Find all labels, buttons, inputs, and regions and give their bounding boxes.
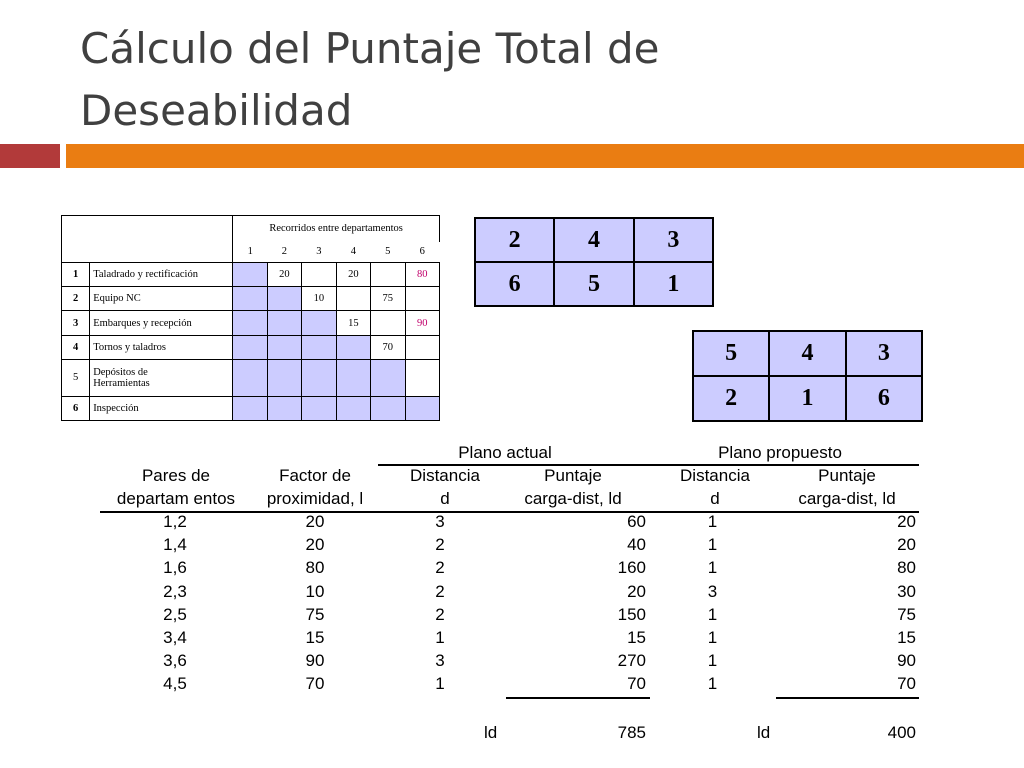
distance-propuesto-cell: 1 bbox=[707, 535, 718, 555]
flow-cell bbox=[233, 311, 267, 335]
flow-row-name bbox=[90, 335, 233, 359]
flow-row-number: 6 bbox=[62, 396, 90, 420]
flow-row bbox=[62, 311, 440, 335]
proposed-layout-cell: 1 bbox=[769, 376, 845, 421]
flow-cell: 75 bbox=[371, 287, 405, 311]
header-puntaje-propuesto-1: Puntaje bbox=[818, 466, 876, 485]
flow-col-header: 2 bbox=[267, 242, 301, 262]
flow-row bbox=[62, 396, 440, 420]
distance-actual-cell: 2 bbox=[435, 581, 445, 601]
flow-cell bbox=[336, 335, 370, 359]
proposed-layout-cell: 5 bbox=[693, 331, 769, 376]
distance-propuesto-cell: 3 bbox=[707, 581, 718, 601]
score-propuesto-cell: 20 bbox=[897, 512, 916, 531]
pair-cell: 1,4 bbox=[163, 535, 187, 555]
current-layout-cell: 3 bbox=[634, 218, 713, 262]
flow-cell bbox=[267, 396, 301, 420]
slide-title-line-2: Deseabilidad bbox=[80, 86, 353, 135]
accent-bar-red bbox=[0, 144, 60, 168]
flow-row bbox=[62, 287, 440, 311]
flow-cell bbox=[405, 287, 440, 311]
flow-row bbox=[62, 335, 440, 359]
flow-cell: 10 bbox=[302, 287, 336, 311]
distance-actual-cell: 2 bbox=[435, 558, 445, 578]
factor-cell: 15 bbox=[305, 628, 325, 647]
score-actual-cell: 270 bbox=[617, 651, 646, 671]
score-propuesto-cell: 80 bbox=[897, 558, 916, 578]
flow-row-name-text: Taladrado y rectificación bbox=[93, 268, 198, 280]
flow-cell: 80 bbox=[405, 262, 440, 286]
flow-cell bbox=[267, 360, 301, 397]
flow-cell bbox=[267, 287, 301, 311]
distance-propuesto-cell: 1 bbox=[707, 674, 718, 694]
distance-actual-cell: 1 bbox=[435, 674, 445, 694]
factor-cell: 90 bbox=[305, 651, 325, 671]
current-layout-cell: 1 bbox=[634, 262, 713, 306]
flow-matrix-table bbox=[61, 215, 440, 421]
distance-actual-cell: 2 bbox=[435, 604, 445, 624]
factor-cell: 80 bbox=[305, 558, 325, 578]
flow-cell bbox=[336, 360, 370, 397]
distance-propuesto-cell: 1 bbox=[707, 651, 718, 671]
flow-cell bbox=[302, 360, 336, 397]
proposed-layout-grid bbox=[692, 330, 923, 422]
flow-row-name-text: Equipo NC bbox=[93, 293, 141, 305]
current-layout-cell: 2 bbox=[475, 218, 554, 262]
header-puntaje-propuesto-2: carga-dist, ld bbox=[798, 489, 896, 508]
score-actual-cell: 15 bbox=[627, 628, 646, 647]
flow-corner-name bbox=[90, 216, 233, 263]
total-rule-propuesto bbox=[776, 697, 919, 699]
pair-cell: 1,2 bbox=[163, 512, 187, 531]
distance-actual-cell: 3 bbox=[435, 512, 445, 531]
header-factor-2: proximidad, l bbox=[266, 489, 364, 508]
header-dist-actual-1: Distancia bbox=[410, 466, 480, 485]
flow-row-name bbox=[90, 311, 233, 335]
flow-cell bbox=[405, 335, 440, 359]
pair-cell: 3,6 bbox=[163, 651, 187, 671]
proposed-layout-row bbox=[693, 376, 922, 421]
flow-row-name bbox=[90, 360, 233, 397]
header-pares-1: Pares de bbox=[141, 466, 211, 485]
flow-cell: 20 bbox=[336, 262, 370, 286]
flow-cell bbox=[336, 287, 370, 311]
flow-row-number: 5 bbox=[62, 360, 90, 397]
factor-cell: 75 bbox=[305, 604, 325, 624]
flow-body bbox=[62, 262, 440, 420]
total-label-actual: ld bbox=[484, 723, 498, 742]
flow-cell bbox=[371, 360, 405, 397]
factor-cell: 10 bbox=[305, 581, 325, 601]
distance-propuesto-cell: 1 bbox=[707, 558, 718, 578]
flow-row-name-text: Tornos y taladros bbox=[93, 341, 166, 353]
header-pares-2: departam entos bbox=[116, 489, 236, 508]
flow-cell bbox=[302, 262, 336, 286]
flow-row-name bbox=[90, 396, 233, 420]
flow-cell bbox=[302, 311, 336, 335]
current-layout-cell: 6 bbox=[475, 262, 554, 306]
distance-actual-cell: 1 bbox=[435, 628, 445, 647]
flow-cell bbox=[371, 311, 405, 335]
pair-cell: 3,4 bbox=[163, 628, 187, 647]
flow-row-name bbox=[90, 287, 233, 311]
score-propuesto-cell: 90 bbox=[897, 651, 916, 671]
header-dist-actual-2: d bbox=[440, 489, 450, 508]
distance-propuesto-cell: 1 bbox=[707, 604, 718, 624]
distance-actual-cell: 2 bbox=[435, 535, 445, 555]
pair-cell: 4,5 bbox=[163, 674, 187, 694]
proposed-layout-cell: 3 bbox=[846, 331, 922, 376]
current-layout-cell: 4 bbox=[554, 218, 633, 262]
flow-cell bbox=[233, 335, 267, 359]
header-puntaje-actual-2: carga-dist, ld bbox=[524, 489, 622, 508]
total-label-propuesto: ld bbox=[757, 723, 771, 742]
score-propuesto-cell: 70 bbox=[897, 674, 916, 694]
header-dist-propuesto-1: Distancia bbox=[680, 466, 750, 485]
proposed-layout-row bbox=[693, 331, 922, 376]
plano-propuesto-header: Plano propuesto bbox=[718, 443, 842, 462]
score-actual-cell: 60 bbox=[627, 512, 646, 531]
distance-actual-cell: 3 bbox=[435, 651, 445, 671]
flow-col-header: 4 bbox=[336, 242, 370, 262]
flow-col-header: 1 bbox=[233, 242, 267, 262]
total-propuesto: 400 bbox=[887, 723, 916, 742]
proposed-layout-cell: 4 bbox=[769, 331, 845, 376]
header-factor-1: Factor de bbox=[279, 466, 351, 485]
header-puntaje-actual-1: Puntaje bbox=[544, 466, 602, 485]
score-actual-cell: 70 bbox=[627, 674, 646, 694]
plano-actual-header: Plano actual bbox=[458, 443, 552, 462]
flow-cell bbox=[233, 262, 267, 286]
current-layout-row bbox=[475, 262, 713, 306]
total-rule-actual bbox=[506, 697, 650, 699]
flow-row bbox=[62, 262, 440, 286]
slide-title bbox=[80, 18, 980, 142]
flow-cell: 90 bbox=[405, 311, 440, 335]
pair-cell: 1,6 bbox=[163, 558, 187, 578]
header-dist-propuesto-2: d bbox=[710, 489, 720, 508]
score-table bbox=[100, 440, 930, 750]
proposed-layout-cell: 6 bbox=[846, 376, 922, 421]
flow-cell: 20 bbox=[267, 262, 301, 286]
factor-cell: 70 bbox=[305, 674, 325, 694]
flow-row-number: 2 bbox=[62, 287, 90, 311]
flow-header: Recorridos entre departamentos bbox=[233, 216, 440, 242]
flow-cell bbox=[267, 335, 301, 359]
flow-row-name-text: Depósitos de bbox=[93, 366, 148, 378]
flow-row-number: 3 bbox=[62, 311, 90, 335]
flow-corner bbox=[62, 216, 90, 263]
factor-cell: 20 bbox=[305, 512, 325, 531]
flow-col-header: 3 bbox=[302, 242, 336, 262]
score-propuesto-cell: 15 bbox=[897, 628, 916, 647]
score-propuesto-cell: 75 bbox=[897, 604, 916, 624]
flow-col-header: 6 bbox=[405, 242, 440, 262]
flow-col-header: 5 bbox=[371, 242, 405, 262]
score-actual-cell: 20 bbox=[627, 581, 646, 601]
flow-cell bbox=[405, 396, 440, 420]
flow-row-name-text: Embarques y recepción bbox=[93, 317, 192, 329]
flow-row-name-text-2: Herramientas bbox=[93, 377, 150, 389]
pair-cell: 2,3 bbox=[163, 581, 187, 601]
flow-cell bbox=[233, 396, 267, 420]
accent-bar-orange bbox=[66, 144, 1024, 168]
score-propuesto-cell: 30 bbox=[897, 581, 916, 601]
flow-cell bbox=[405, 360, 440, 397]
flow-cell bbox=[302, 396, 336, 420]
flow-row-name bbox=[90, 262, 233, 286]
flow-row bbox=[62, 360, 440, 397]
flow-cell bbox=[267, 311, 301, 335]
distance-propuesto-cell: 1 bbox=[707, 628, 718, 647]
pair-cell: 2,5 bbox=[163, 604, 187, 624]
current-layout-grid bbox=[474, 217, 714, 307]
flow-cell bbox=[233, 360, 267, 397]
flow-cell: 70 bbox=[371, 335, 405, 359]
flow-cell bbox=[336, 396, 370, 420]
current-layout-cell: 5 bbox=[554, 262, 633, 306]
current-layout-row bbox=[475, 218, 713, 262]
score-actual-cell: 150 bbox=[617, 604, 646, 624]
score-actual-cell: 160 bbox=[617, 558, 646, 578]
flow-row-name-text: Inspección bbox=[93, 402, 139, 414]
flow-row-number: 4 bbox=[62, 335, 90, 359]
flow-cell: 15 bbox=[336, 311, 370, 335]
flow-row-number: 1 bbox=[62, 262, 90, 286]
flow-cell bbox=[371, 262, 405, 286]
total-actual: 785 bbox=[617, 723, 646, 742]
distance-propuesto-cell: 1 bbox=[707, 512, 718, 531]
proposed-layout-cell: 2 bbox=[693, 376, 769, 421]
score-propuesto-cell: 20 bbox=[897, 535, 916, 555]
flow-cell bbox=[371, 396, 405, 420]
score-actual-cell: 40 bbox=[627, 535, 646, 555]
slide-title-line-1: Cálculo del Puntaje Total de bbox=[80, 24, 660, 73]
flow-cell bbox=[233, 287, 267, 311]
factor-cell: 20 bbox=[305, 535, 325, 555]
flow-cell bbox=[302, 335, 336, 359]
